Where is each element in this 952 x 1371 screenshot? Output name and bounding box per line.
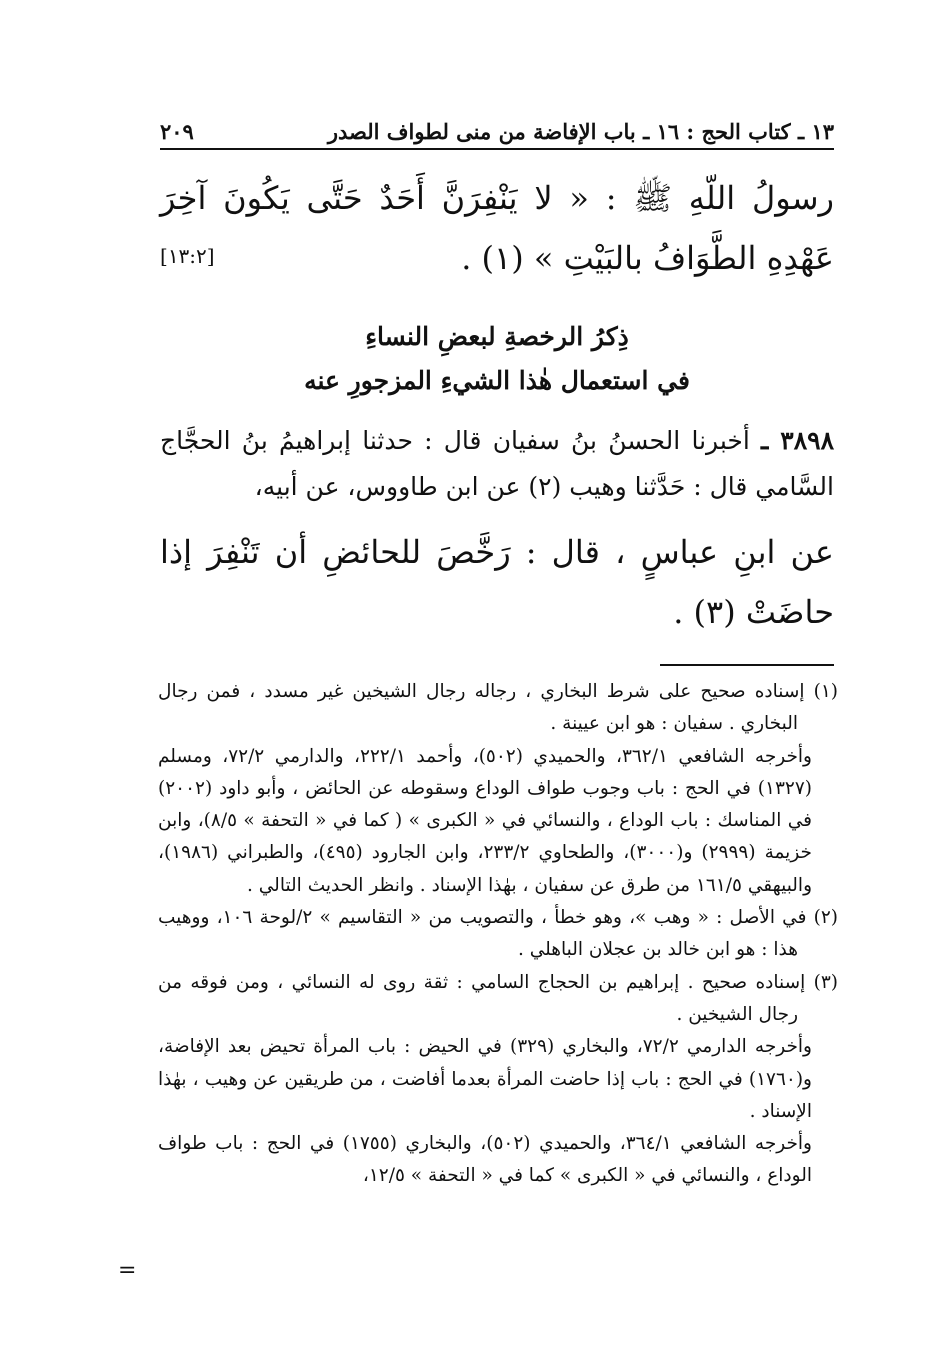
hadith-matn: عن ابنِ عباسٍ ، قال : رَخَّصَ للحائضِ أن تَنْفِرَ إذا حاضَتْ (٣) . — [160, 533, 834, 631]
footnote-1-sources: وأخرجه الشافعي ٣٦٢/١، والحميدي (٥٠٢)، وأحمد ٢٢٢/١، والدارمي ٧٢/٢، ومسلم (١٣٢٧) في الحج : باب وجوب طواف الوداع وسقوطه عن الحائض ، وأبو داود (٢٠٠٢) في المناسك : باب الوداع ، والنسائي في « الكبرى » ( كما في « التحفة » ٨/٥)، وابن خزيمة (٢٩٩٩) و(٣٠٠٠)، والطحاوي ٢٣٣/٢، وابن الجارود (٤٩٥)، والطبراني (١٩٨٦)، والبيهقي ١٦١/٥ من طرق عن سفيان ، بهٰذا الإسناد . وانظر الحديث التالي . — [158, 745, 812, 896]
running-header — [160, 108, 834, 144]
section-heading-line-1: ذِكرُ الرخصةِ لبعضِ النساءِ — [365, 322, 629, 351]
chapter-title: ١٣ ـ كتاب الحج : ١٦ ـ باب الإفاضة من منى لطواف الصدر — [327, 119, 834, 144]
hadith-number: ٣٨٩٨ ـ — [760, 426, 834, 455]
footnote-3-sources-a: وأخرجه الدارمي ٧٢/٢، والبخاري (٣٢٩) في الحيض : باب المرأة تحيض بعد الإفاضة، و(١٧٦٠) في الحج : باب إذا حاضت المرأة بعدما أفاضت ، من طريقين عن وهيب ، بهٰذا الإسناد . — [158, 1036, 812, 1122]
header-rule — [160, 148, 834, 150]
continuation-mark: = — [118, 1258, 137, 1283]
isnad-text: أخبرنا الحسنُ بنُ سفيان قال : حدثنا إبراهيمُ بنُ الحجَّاج السَّامي قال : حَدَّثنا وهيب (٢) عن ابن طاووس، عن أبيه، — [160, 426, 834, 501]
hadith-continuation-text: رسولُ اللّهِ ﷺ : « لا يَنْفِرَنَّ أَحَدٌ حَتَّى يَكُونَ آخِرَ عَهْدِهِ الطَّوَافُ بالبَيْتِ » (١) . — [160, 179, 834, 277]
footnote-separator — [660, 664, 834, 666]
hadith-isnad — [160, 418, 834, 510]
footnote-3-sources-b: وأخرجه الشافعي ٣٦٤/١، والحميدي (٥٠٢)، والبخاري (١٧٥٥) في الحج : باب طواف الوداع ، والنسائي في « الكبرى » كما في « التحفة » ١٢/٥، — [158, 1133, 812, 1187]
section-heading-line-2: في استعمال هٰذا الشيءِ المزجورِ عنه — [304, 366, 690, 395]
footnote-3: (٣) إسناده صحيح . إبراهيم بن الحجاج السامي : ثقة روى له النسائي ، ومن فوقه من رجال الشيخين . — [158, 971, 838, 1025]
page-number: ٢٠٩ — [160, 119, 194, 144]
reference-tag: [١٣:٢] — [160, 244, 215, 268]
footnote-2: (٢) في الأصل : « وهب »، وهو خطأ ، والتصويب من « التقاسيم » ٢/لوحة ١٠٦، ووهيب هذا : هو ابن خالد بن عجلان الباهلي . — [158, 907, 838, 961]
footnote-1: (١) إسناده صحيح على شرط البخاري ، رجاله رجال الشيخين غير مسدد ، فمن رجال البخاري . سفيان : هو ابن عيينة . — [158, 681, 838, 735]
footnotes — [158, 676, 838, 1193]
